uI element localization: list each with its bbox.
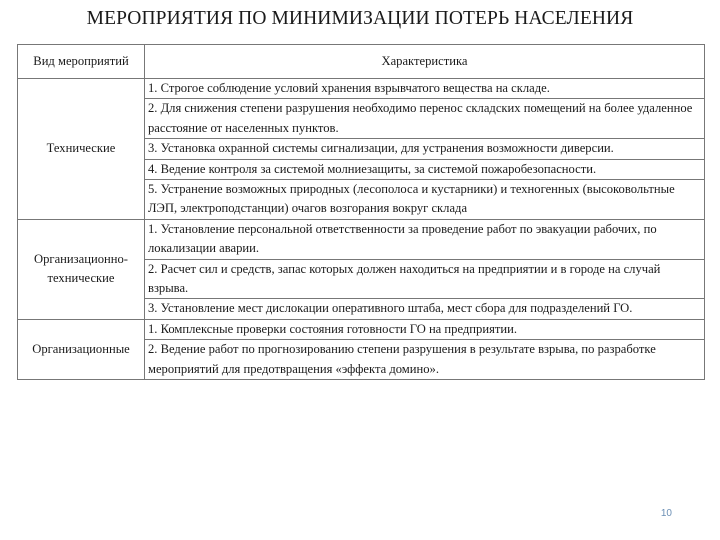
measure-item: 4. Ведение контроля за системой молниезащиты, за системой пожаробезопасности.	[145, 159, 705, 179]
category-organizational: Организационные	[18, 319, 145, 379]
table-header-row	[18, 45, 705, 79]
slide-title: МЕРОПРИЯТИЯ ПО МИНИМИЗАЦИИ ПОТЕРЬ НАСЕЛЕНИЯ	[86, 8, 634, 29]
category-org-technical: Организационно-технические	[18, 219, 145, 319]
measure-item: 3. Установка охранной системы сигнализации, для устранения возможности диверсии.	[145, 139, 705, 159]
measure-item: 1. Комплексные проверки состояния готовности ГО на предприятии.	[145, 319, 705, 339]
measure-item: 2. Расчет сил и средств, запас которых должен находиться на предприятии и в городе на случай взрыва.	[145, 259, 705, 299]
category-technical: Технические	[18, 79, 145, 220]
table-row	[18, 319, 705, 339]
table-row	[18, 219, 705, 259]
table-row	[18, 79, 705, 99]
measure-item: 2. Ведение работ по прогнозированию степени разрушения в результате взрыва, по разработке мероприятий для предотвращения «эффекта домино».	[145, 340, 705, 380]
header-category: Вид мероприятий	[18, 45, 145, 79]
measure-item: 2. Для снижения степени разрушения необходимо перенос складских помещений на более удаленное расстояние от населенных пунктов.	[145, 99, 705, 139]
measure-item: 1. Строгое соблюдение условий хранения взрывчатого вещества на складе.	[145, 79, 705, 99]
measures-table	[17, 44, 705, 380]
header-description: Характеристика	[145, 45, 705, 79]
measure-item: 3. Установление мест дислокации оперативного штаба, мест сбора для подразделений ГО.	[145, 299, 705, 319]
measure-item: 1. Установление персональной ответственности за проведение работ по эвакуации рабочих, по локализации аварии.	[145, 219, 705, 259]
measure-item: 5. Устранение возможных природных (лесополоса и кустарники) и техногенных (высоковольтные ЛЭП, электроподстанции) очагов возгорания вокруг склада	[145, 180, 705, 220]
page-number: 10	[660, 508, 672, 519]
